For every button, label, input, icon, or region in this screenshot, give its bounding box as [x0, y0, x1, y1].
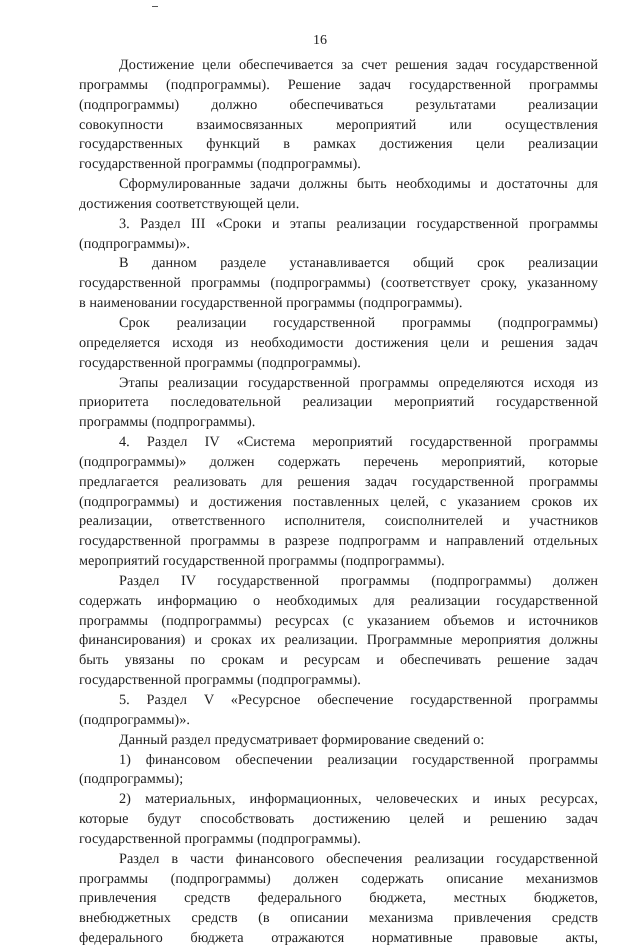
paragraph — [79, 254, 598, 314]
text-line: 4. Раздел IV «Система мероприятий государственной программы — [119, 434, 598, 451]
text-line: В данном разделе устанавливается общий срок реализации — [119, 255, 598, 272]
text-line: государственной программы в разрезе подпрограмм и направлений отдельных — [79, 533, 598, 550]
text-line: финансирования) и сроках их реализации. Программные мероприятия должны — [79, 632, 598, 649]
text-line: Данный раздел предусматривает формирование сведений о: — [119, 731, 485, 748]
text-line: определяется исходя из необходимости достижения цели и решения задач — [79, 334, 598, 351]
paragraph — [79, 374, 598, 434]
text-line: Раздел IV государственной программы (подпрограммы) должен — [119, 572, 598, 589]
text-line: программы (подпрограммы). Решение задач государственной программы — [79, 76, 598, 93]
paragraph — [79, 731, 598, 751]
text-line: достижения соответствующей цели. — [79, 195, 300, 212]
scan-mark — [152, 6, 158, 7]
text-line: приоритета последовательной реализации мероприятий государственной — [79, 394, 598, 411]
text-line: Достижение цели обеспечивается за счет решения задач государственной — [119, 57, 598, 73]
text-line: Срок реализации государственной программы (подпрограммы) — [119, 314, 598, 331]
text-line: 5. Раздел V «Ресурсное обеспечение государственной программы — [119, 692, 598, 708]
text-line: (подпрограммы)». — [79, 711, 190, 728]
text-line: государственной программы (подпрограммы). — [79, 672, 361, 689]
text-line: Сформулированные задачи должны быть необходимы и достаточны для — [119, 176, 598, 193]
text-line: (подпрограммы)». — [79, 235, 190, 252]
text-line: программы (подпрограммы) должен содержать описание механизмов — [79, 870, 598, 887]
paragraph — [79, 790, 598, 850]
text-line: (подпрограммы); — [79, 771, 184, 788]
paragraph — [79, 850, 598, 949]
paragraph — [79, 175, 598, 215]
paragraph — [79, 433, 598, 572]
text-line: 1) финансовом обеспечении реализации государственной программы — [119, 751, 598, 768]
text-line: (подпрограммы)» должен содержать перечень мероприятий, которые — [79, 453, 598, 470]
text-line: мероприятий государственной программы (подпрограммы). — [79, 553, 445, 570]
text-line: реализации, ответственного исполнителя, соисполнителей и участников — [79, 513, 598, 530]
body-text — [79, 56, 598, 949]
text-line: федерального бюджета отражаются нормативные правовые акты, — [79, 930, 598, 947]
page-number: 16 — [313, 33, 327, 48]
text-line: привлечения средств федерального бюджета, местных бюджетов, — [79, 890, 598, 907]
text-line: Раздел в части финансового обеспечения реализации государственной — [119, 850, 598, 867]
paragraph — [79, 215, 598, 255]
text-line: государственной программы (подпрограммы). — [79, 156, 361, 173]
text-line: предлагается реализовать для решения задач государственной программы — [79, 473, 598, 490]
text-line: государственных функций в рамках достижения цели реализации — [79, 136, 598, 153]
text-line: содержать информацию о необходимых для реализации государственной — [79, 592, 598, 609]
text-line: 2) материальных, информационных, человеческих и иных ресурсах, — [119, 791, 598, 808]
text-line: государственной программы (подпрограммы). — [79, 354, 361, 371]
paragraph — [79, 751, 598, 791]
text-line: государственной программы (подпрограммы). — [79, 830, 361, 847]
text-line: государственной программы (подпрограммы) (соответствует сроку, указанному — [79, 275, 598, 292]
text-line: программы (подпрограммы). — [79, 414, 256, 431]
text-line: Этапы реализации государственной программы определяются исходя из — [119, 374, 598, 391]
text-line: внебюджетных средств (в описании механизма привлечения средств — [79, 910, 598, 927]
paragraph — [79, 691, 598, 731]
text-line: программы (подпрограммы) ресурсах (с указанием объемов и источников — [79, 612, 598, 629]
paragraph — [79, 56, 598, 175]
paragraph — [79, 314, 598, 374]
text-line: которые будут способствовать достижению целей и решению задач — [79, 811, 598, 828]
paragraph — [79, 572, 598, 691]
text-line: (подпрограммы) и достижения поставленных целей, с указанием сроков их — [79, 493, 598, 510]
text-line: совокупности взаимосвязанных мероприятий или осуществления — [79, 116, 598, 133]
text-line: в наименовании государственной программы (подпрограммы). — [79, 295, 463, 312]
text-line: (подпрограммы) должно обеспечиваться результатами реализации — [79, 96, 598, 113]
text-line: быть увязаны по срокам и ресурсам и обеспечивать решение задач — [79, 652, 598, 669]
text-line: 3. Раздел III «Сроки и этапы реализации государственной программы — [119, 215, 598, 232]
